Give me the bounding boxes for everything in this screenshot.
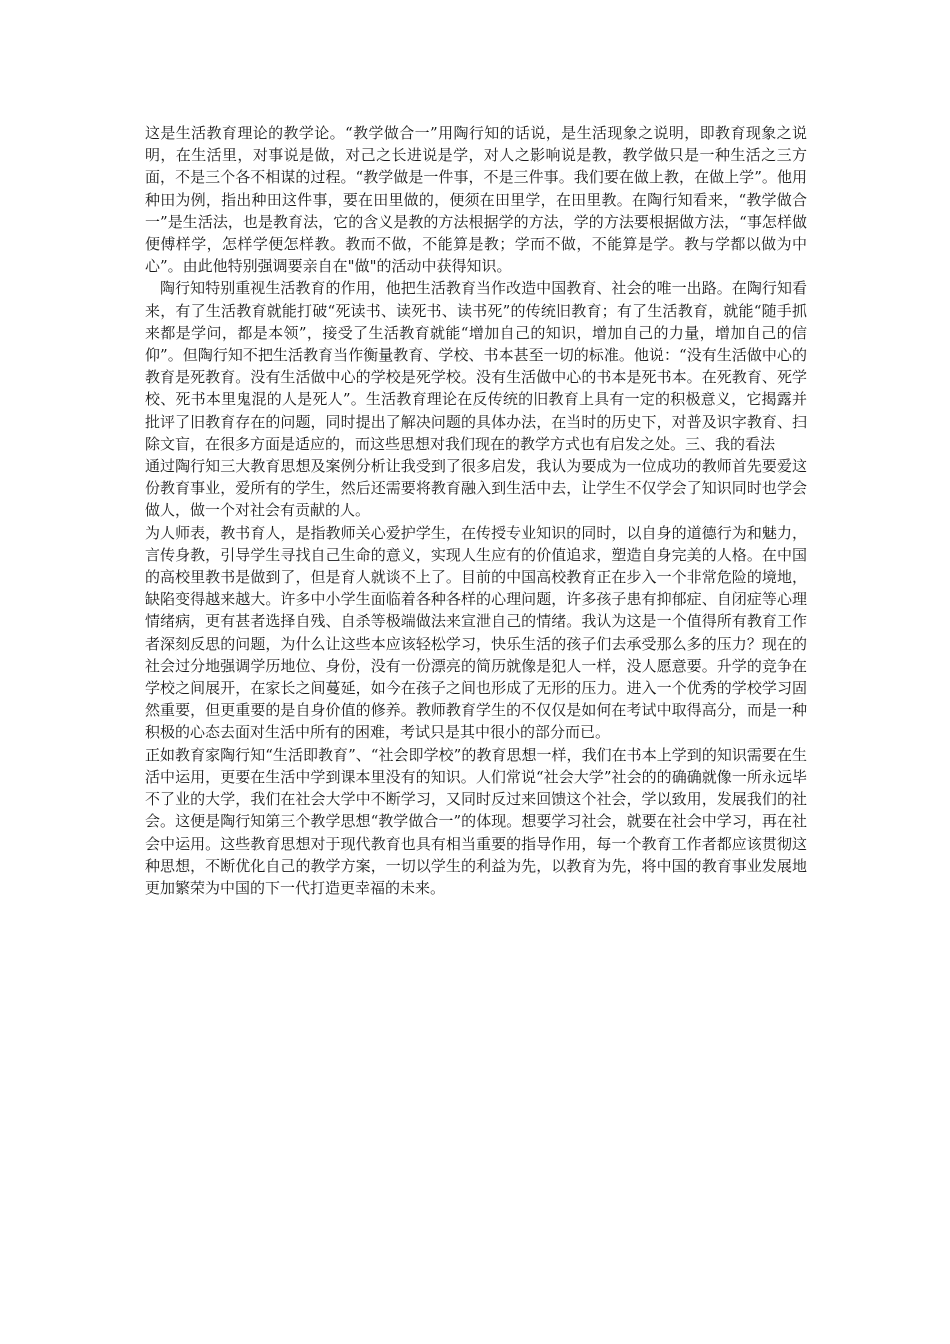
document-body [145,122,807,899]
paragraph-teacher-role: 为人师表，教书育人，是指教师关心爱护学生，在传授专业知识的同时，以自身的道德行为和魅力，言传身教，引导学生寻找自己生命的意义，实现人生应有的价值追求，塑造自身完美的人格。在中国的高校里教书是做到了，但是育人就谈不上了。目前的中国高校教育正在步入一个非常危险的境地，缺陷变得越来越大。许多中小学生面临着各种各样的心理问题，许多孩子患有抑郁症、自闭症等心理情绪病，更有甚者选择自残、自杀等极端做法来宣泄自己的情绪。我认为这是一个值得所有教育工作者深刻反思的问题，为什么让这些本应该轻松学习，快乐生活的孩子们去承受那么多的压力？现在的社会过分地强调学历地位、身份，没有一份漂亮的简历就像是犯人一样，没人愿意要。升学的竞争在学校之间展开，在家长之间蔓延，如今在孩子之间也形成了无形的压力。进入一个优秀的学校学习固然重要，但更重要的是自身价值的修养。教师教育学生的不仅仅是如何在考试中取得高分，而是一种积极的心态去面对生活中所有的困难，考试只是其中很小的部分而已。 [145,523,807,742]
paragraph-teaching-theory: 这是生活教育理论的教学论。“教学做合一”用陶行知的话说，是生活现象之说明，即教育现象之说明，在生活里，对事说是做，对己之长进说是学，对人之影响说是教，教学做只是一种生活之三方面，不是三个各不相谋的过程。“教学做是一件事，不是三件事。我们要在做上教，在做上学”。他用种田为例，指出种田这件事，要在田里做的，便须在田里学，在田里教。在陶行知看来，“教学做合一”是生活法，也是教育法，它的含义是教的方法根据学的方法，学的方法要根据做方法，“事怎样做便傅样学，怎样学便怎样教。教而不做，不能算是教；学而不做，不能算是学。教与学都以做为中心”。由此他特别强调要亲自在"做"的活动中获得知识。 [145,124,807,276]
paragraph-my-view: 通过陶行知三大教育思想及案例分析让我受到了很多启发，我认为要成为一位成功的教师首先要爱这份教育事业，爱所有的学生，然后还需要将教育融入到生活中去，让学生不仅学会了知识同时也学会做人，做一个对社会有贡献的人。 [145,457,807,520]
paragraph-conclusion: 正如教育家陶行知“生活即教育”、“社会即学校”的教育思想一样，我们在书本上学到的知识需要在生活中运用，更要在生活中学到课本里没有的知识。人们常说“社会大学”社会的的确确就像一所永远毕不了业的大学，我们在社会大学中不断学习，又同时反过来回馈这个社会，学以致用，发展我们的社会。这便是陶行知第三个教学思想“教学做合一”的体现。想要学习社会，就要在社会中学习，再在社会中运用。这些教育思想对于现代教育也具有相当重要的指导作用，每一个教育工作者都应该贯彻这种思想，不断优化自己的教学方案，一切以学生的利益为先，以教育为先，将中国的教育事业发展地更加繁荣为中国的下一代打造更幸福的未来。 [145,745,807,897]
paragraph-life-education: 陶行知特别重视生活教育的作用，他把生活教育当作改造中国教育、社会的唯一出路。在陶行知看来，有了生活教育就能打破“死读书、读死书、读书死”的传统旧教育；有了生活教育，就能“随手抓来都是学问，都是本领”，接受了生活教育就能“增加自己的知识，增加自己的力量，增加自己的信仰”。但陶行知不把生活教育当作衡量教育、学校、书本甚至一切的标准。他说：“没有生活做中心的教育是死教育。没有生活做中心的学校是死学校。没有生活做中心的书本是死书本。在死教育、死学校、死书本里鬼混的人是死人”。生活教育理论在反传统的旧教育上具有一定的积极意义，它揭露并批评了旧教育存在的问题，同时提出了解决问题的具体办法，在当时的历史下，对普及识字教育、扫除文盲，在很多方面是适应的，而这些思想对我们现在的教学方式也有启发之处。三、我的看法 [145,279,807,453]
